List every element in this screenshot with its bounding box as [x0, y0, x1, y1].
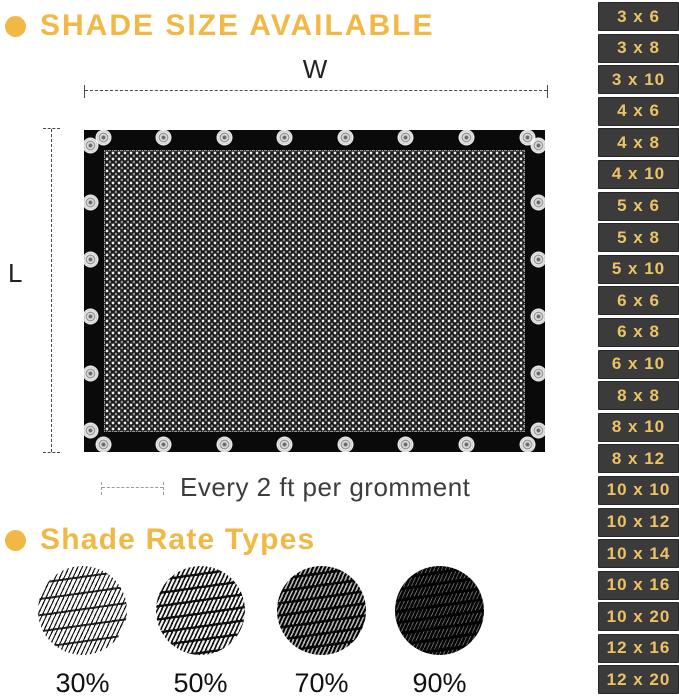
grommet-icon [532, 367, 545, 380]
size-option-label: 3 x 8 [617, 38, 660, 58]
size-option [598, 571, 679, 600]
grommet-icon [84, 196, 97, 209]
size-option-label: 3 x 10 [611, 69, 666, 89]
size-option-label: 6 x 6 [617, 290, 660, 310]
dashed-line [102, 487, 163, 488]
size-option [598, 602, 679, 631]
shade-swatch-70 [277, 566, 366, 655]
grommet-icon [399, 131, 412, 144]
rate-section-title: Shade Rate Types [40, 523, 316, 556]
shade-rate-label: 90% [412, 668, 467, 698]
grommet-icon [97, 438, 110, 451]
grommet-icon [532, 253, 545, 266]
dashed-line [51, 129, 52, 452]
shade-swatch-50 [156, 566, 245, 655]
grommet-icon [84, 253, 97, 266]
size-option-label: 10 x 10 [606, 480, 671, 500]
dashed-line [85, 90, 547, 91]
grommet-icon [218, 438, 231, 451]
shade-swatch-90 [395, 566, 484, 655]
grommet-icon [339, 438, 352, 451]
size-option [598, 350, 679, 379]
grommet-icon [399, 438, 412, 451]
shade-swatch-30 [38, 566, 127, 655]
grommet-icon [278, 131, 291, 144]
size-option-label: 10 x 14 [606, 543, 671, 563]
rate-section-heading [5, 523, 315, 557]
grommet-icon [532, 424, 545, 437]
shade-net-illustration [84, 130, 545, 452]
grommet-icon [460, 131, 473, 144]
size-option-label: 4 x 6 [617, 101, 660, 121]
size-option-label: 6 x 10 [611, 354, 666, 374]
size-option [598, 255, 679, 284]
size-option [598, 192, 679, 221]
grommet-icon [339, 131, 352, 144]
grommet-icon [157, 438, 170, 451]
size-option-label: 12 x 16 [606, 638, 671, 658]
grommet-icon [532, 310, 545, 323]
size-option [598, 128, 679, 157]
size-option-label: 12 x 20 [606, 669, 671, 689]
grommet-icon [218, 131, 231, 144]
size-option [598, 413, 679, 442]
size-option-label: 6 x 8 [617, 322, 660, 342]
size-option-label: 8 x 8 [617, 385, 660, 405]
size-option [598, 444, 679, 473]
size-option-label: 10 x 20 [606, 606, 671, 626]
size-option-label: 4 x 8 [617, 132, 660, 152]
grommet-icon [532, 139, 545, 152]
size-option-label: 10 x 16 [606, 575, 671, 595]
size-option-label: 8 x 12 [611, 448, 666, 468]
size-option [598, 286, 679, 315]
size-option [598, 318, 679, 347]
size-option-label: 3 x 6 [617, 6, 660, 26]
grommet-spacing-line [101, 482, 164, 495]
size-section-title: SHADE SIZE AVAILABLE [40, 9, 435, 42]
size-section-heading [5, 9, 434, 43]
size-option-label: 10 x 12 [606, 512, 671, 531]
size-option [598, 65, 679, 94]
width-dimension-line [84, 85, 548, 98]
size-option [598, 160, 679, 189]
size-option [598, 539, 679, 568]
length-dimension-label: L [8, 258, 23, 288]
width-dimension-label: W [302, 54, 328, 84]
size-option [598, 476, 679, 505]
size-option [598, 381, 679, 410]
grommet-icon [84, 367, 97, 380]
shade-rate-label: 50% [173, 668, 228, 698]
grommet-icon [532, 196, 545, 209]
size-option-label: 5 x 8 [617, 227, 660, 247]
size-option [598, 665, 679, 694]
grommet-icon [97, 131, 110, 144]
bullet-icon [5, 530, 26, 551]
grommet-icon [460, 438, 473, 451]
size-option [598, 34, 679, 63]
length-dimension-line [43, 128, 60, 453]
size-option [598, 508, 679, 537]
size-option [598, 634, 679, 663]
grommet-icon [84, 424, 97, 437]
grommet-spacing-note: Every 2 ft per gromment [180, 472, 471, 502]
size-option-label: 4 x 10 [611, 164, 666, 184]
size-option-list [598, 2, 679, 694]
grommet-icon [84, 310, 97, 323]
grommet-icon [84, 139, 97, 152]
grommet-icon [157, 131, 170, 144]
grommet-icon [278, 438, 291, 451]
size-option-label: 5 x 10 [611, 259, 666, 279]
shade-rate-label: 70% [294, 668, 349, 698]
mesh-texture [104, 150, 525, 432]
size-option-label: 8 x 10 [611, 417, 666, 437]
bullet-icon [5, 16, 26, 37]
size-option-label: 5 x 6 [617, 196, 660, 216]
size-option [598, 223, 679, 252]
shade-rate-label: 30% [55, 668, 110, 698]
grommet-icon [521, 438, 534, 451]
size-option [598, 2, 679, 31]
size-option [598, 97, 679, 126]
